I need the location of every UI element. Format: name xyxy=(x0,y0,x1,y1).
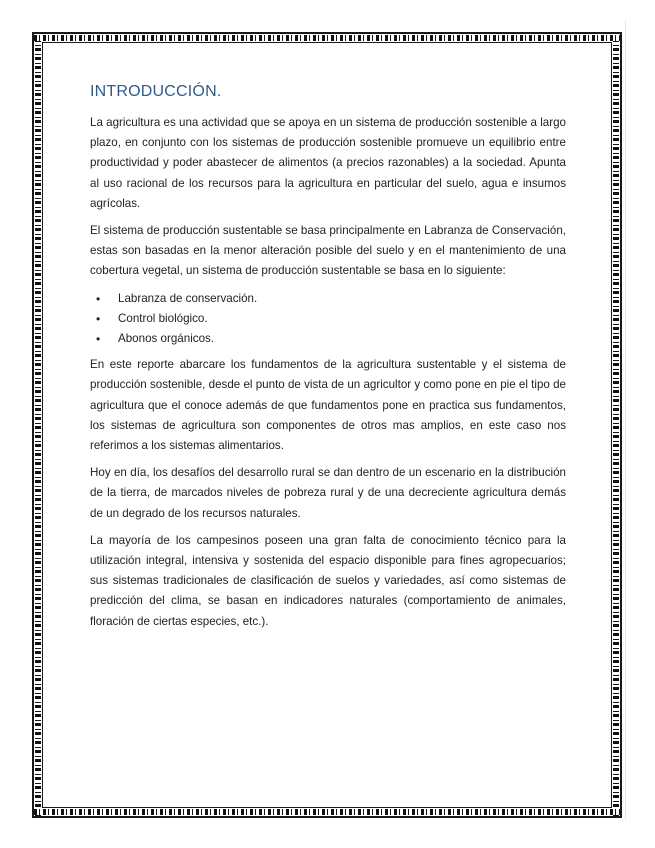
bullet-icon: • xyxy=(96,311,101,326)
list-item xyxy=(96,329,566,349)
list-item xyxy=(96,309,566,329)
paragraph-4: Hoy en día, los desafíos del desarrollo rural se dan dentro de un escenario en la distribución de la tierra, de marcados niveles de pobreza rural y de una decreciente agricultura demás de un degrado de los recursos naturales. xyxy=(90,466,566,520)
page-edge-line xyxy=(625,20,626,820)
paragraph-3: En este reporte abarcare los fundamentos de la agricultura sustentable y el sistema de producción sostenible, desde el punto de vista de un agricultor y como pone en pie el tipo de agricultura que el conoce además de que fundamentos pone en practica sus fundamentos, los sistemas de agricultura son componentes de otros mas amplios, en este caso nos referimos a los sistemas alimentarios. xyxy=(90,358,566,453)
list-item-text: Control biológico. xyxy=(118,311,208,325)
document-body xyxy=(90,80,566,639)
section-title: INTRODUCCIÓN. xyxy=(90,83,222,100)
list-item-text: Abonos orgánicos. xyxy=(118,332,215,346)
list-item xyxy=(96,289,566,309)
list-item-text: Labranza de conservación. xyxy=(118,291,258,305)
bullet-icon: • xyxy=(96,291,101,306)
bullet-list xyxy=(90,289,566,350)
paragraph-5: La mayoría de los campesinos poseen una gran falta de conocimiento técnico para la utilización integral, intensiva y sostenida del espacio disponible para fines agropecuarios; sus sistemas tradicionales de clasificación de suelos y variedades, así como sistemas de predicción del clima, se basan en indicadores naturales (comportamiento de animales, floración de ciertas especies, etc.). xyxy=(90,533,566,628)
paragraph-1: La agricultura es una actividad que se apoya en un sistema de producción sostenible a largo plazo, en conjunto con los sistemas de producción sostenible promueve un equilibrio entre productividad y poder abastecer de alimentos (a precios razonables) a la sociedad. Apunta al uso racional de los recursos para la agricultura en particular del suelo, agua e insumos agrícolas. xyxy=(90,116,566,210)
bullet-icon: • xyxy=(96,332,101,347)
paragraph-2: El sistema de producción sustentable se basa principalmente en Labranza de Conservación, estas son basadas en la menor alteración posible del suelo y en el mantenimiento de una cobertura vegetal, un sistema de producción sustentable se basa en lo siguiente: xyxy=(90,224,566,278)
